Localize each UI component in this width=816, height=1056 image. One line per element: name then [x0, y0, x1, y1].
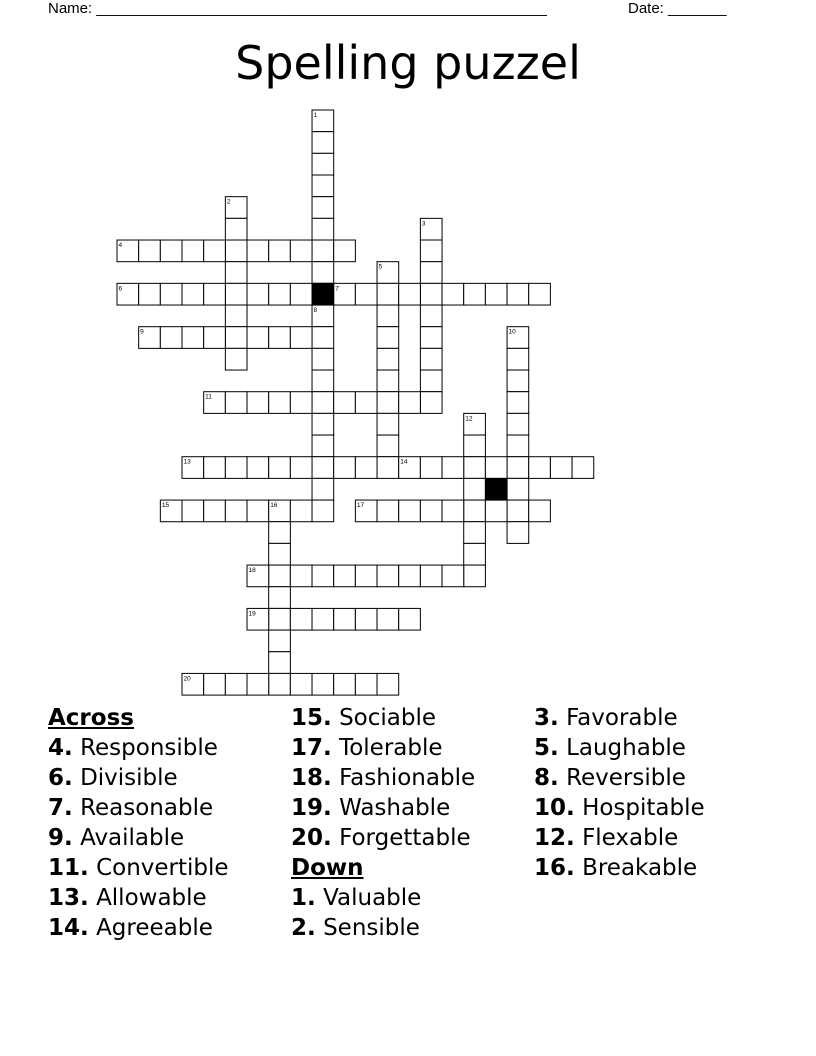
- grid-cell[interactable]: [399, 457, 421, 479]
- grid-cell[interactable]: [355, 565, 377, 587]
- grid-cell[interactable]: [204, 500, 226, 522]
- grid-cell[interactable]: [507, 435, 529, 457]
- name-field-label: Name: ______________________________________________________: [48, 0, 547, 17]
- grid-cell[interactable]: [507, 500, 529, 522]
- grid-cell[interactable]: [247, 240, 269, 262]
- grid-cell[interactable]: [442, 457, 464, 479]
- grid-cell[interactable]: [290, 673, 312, 695]
- black-cell: [485, 478, 507, 500]
- grid-cell[interactable]: [312, 348, 334, 370]
- clue-number: 2: [226, 198, 231, 206]
- grid-cell[interactable]: [572, 457, 594, 479]
- grid-cell[interactable]: [182, 240, 204, 262]
- grid-cell[interactable]: [225, 500, 247, 522]
- grid-cell[interactable]: [269, 565, 291, 587]
- clue-item: 18. Fashionable: [291, 765, 476, 791]
- clue-item: 10. Hospitable: [534, 795, 705, 821]
- grid-cell[interactable]: [204, 327, 226, 349]
- grid-cell[interactable]: [507, 413, 529, 435]
- clue-number: 14: [400, 458, 408, 466]
- grid-cell[interactable]: [334, 283, 356, 305]
- grid-cell[interactable]: [160, 500, 182, 522]
- grid-cell[interactable]: [312, 262, 334, 284]
- grid-cell[interactable]: [225, 327, 247, 349]
- grid-cell[interactable]: [290, 327, 312, 349]
- grid-cell[interactable]: [377, 500, 399, 522]
- page-title: Spelling puzzel: [235, 36, 581, 90]
- grid-cell[interactable]: [139, 240, 161, 262]
- grid-cell[interactable]: [334, 608, 356, 630]
- grid-cell[interactable]: [290, 240, 312, 262]
- grid-cell[interactable]: [269, 522, 291, 544]
- grid-cell[interactable]: [312, 197, 334, 219]
- grid-cell[interactable]: [247, 608, 269, 630]
- clue-item: 1. Valuable: [291, 885, 422, 911]
- grid-cell[interactable]: [225, 197, 247, 219]
- clues-column-2: [291, 703, 475, 943]
- grid-cell[interactable]: [269, 673, 291, 695]
- grid-cell[interactable]: [269, 457, 291, 479]
- grid-cell[interactable]: [464, 283, 486, 305]
- grid-cell[interactable]: [507, 283, 529, 305]
- grid-cell[interactable]: [312, 500, 334, 522]
- clue-number: 12: [465, 415, 473, 423]
- grid-cell[interactable]: [485, 500, 507, 522]
- clue-item: 19. Washable: [291, 795, 451, 821]
- grid-cell[interactable]: [399, 283, 421, 305]
- grid-cell[interactable]: [355, 500, 377, 522]
- grid-cell[interactable]: [290, 283, 312, 305]
- clue-item: 16. Breakable: [534, 855, 698, 881]
- clue-item: 13. Allowable: [48, 885, 207, 911]
- clue-number: 18: [248, 567, 256, 575]
- grid-cell[interactable]: [182, 500, 204, 522]
- grid-cell[interactable]: [312, 673, 334, 695]
- grid-cell[interactable]: [269, 240, 291, 262]
- grid-cell[interactable]: [290, 500, 312, 522]
- clue-number: 19: [248, 610, 256, 618]
- grid-cell[interactable]: [442, 283, 464, 305]
- clue-item: 6. Divisible: [48, 765, 178, 791]
- grid-cell[interactable]: [420, 262, 442, 284]
- grid-cell[interactable]: [377, 305, 399, 327]
- grid-cell[interactable]: [485, 283, 507, 305]
- grid-cell[interactable]: [355, 673, 377, 695]
- grid-cell[interactable]: [117, 283, 139, 305]
- grid-cell[interactable]: [377, 262, 399, 284]
- clue-item: 17. Tolerable: [291, 735, 443, 761]
- grid-cell[interactable]: [290, 392, 312, 414]
- grid-cell[interactable]: [377, 608, 399, 630]
- clue-number: 15: [161, 502, 170, 510]
- grid-cell[interactable]: [420, 240, 442, 262]
- grid-cell[interactable]: [377, 435, 399, 457]
- grid-cell[interactable]: [399, 500, 421, 522]
- grid-cell[interactable]: [225, 283, 247, 305]
- grid-cell[interactable]: [399, 565, 421, 587]
- grid-cell[interactable]: [312, 413, 334, 435]
- across-heading: Across: [48, 705, 134, 731]
- grid-cell[interactable]: [247, 673, 269, 695]
- clue-item: 20. Forgettable: [291, 825, 471, 851]
- grid-cell[interactable]: [464, 522, 486, 544]
- date-field-label: Date: _______: [628, 0, 727, 17]
- grid-cell[interactable]: [204, 673, 226, 695]
- grid-cell[interactable]: [334, 392, 356, 414]
- grid-cell[interactable]: [182, 673, 204, 695]
- grid-cell[interactable]: [160, 327, 182, 349]
- grid-cell[interactable]: [225, 240, 247, 262]
- grid-cell[interactable]: [225, 457, 247, 479]
- clue-item: 14. Agreeable: [48, 915, 213, 941]
- grid-cell[interactable]: [269, 587, 291, 609]
- grid-cell[interactable]: [507, 392, 529, 414]
- grid-cell[interactable]: [377, 457, 399, 479]
- grid-cell[interactable]: [269, 652, 291, 674]
- grid-cell[interactable]: [312, 218, 334, 240]
- grid-cell[interactable]: [225, 673, 247, 695]
- grid-cell[interactable]: [269, 608, 291, 630]
- grid-cell[interactable]: [269, 543, 291, 565]
- grid-cell[interactable]: [464, 413, 486, 435]
- grid-cell[interactable]: [204, 392, 226, 414]
- grid-cell[interactable]: [225, 305, 247, 327]
- clue-item: 4. Responsible: [48, 735, 218, 761]
- grid-cell[interactable]: [290, 608, 312, 630]
- grid-cell[interactable]: [464, 478, 486, 500]
- clue-number: 20: [183, 675, 191, 683]
- clue-number: 13: [183, 458, 191, 466]
- clue-number: 9: [140, 328, 144, 336]
- grid-cell[interactable]: [464, 435, 486, 457]
- grid-cell[interactable]: [355, 608, 377, 630]
- clue-item: 11. Convertible: [48, 855, 229, 881]
- grid-cell[interactable]: [225, 262, 247, 284]
- grid-cell[interactable]: [139, 283, 161, 305]
- grid-cell[interactable]: [550, 457, 572, 479]
- grid-cell[interactable]: [139, 327, 161, 349]
- grid-cell[interactable]: [312, 153, 334, 175]
- grid-cell[interactable]: [334, 565, 356, 587]
- clue-item: 15. Sociable: [291, 705, 437, 731]
- grid-cell[interactable]: [420, 327, 442, 349]
- clue-item: 7. Reasonable: [48, 795, 214, 821]
- grid-cell[interactable]: [312, 305, 334, 327]
- grid-cell[interactable]: [355, 457, 377, 479]
- grid-cell[interactable]: [377, 370, 399, 392]
- grid-cell[interactable]: [420, 500, 442, 522]
- grid-cell[interactable]: [399, 608, 421, 630]
- clue-number: 1: [313, 112, 318, 119]
- grid-cell[interactable]: [507, 327, 529, 349]
- clue-item: 5. Laughable: [534, 735, 686, 761]
- grid-cell[interactable]: [334, 457, 356, 479]
- grid-cell[interactable]: [485, 457, 507, 479]
- grid-cell[interactable]: [204, 283, 226, 305]
- clue-number: 17: [356, 502, 365, 510]
- grid-cell[interactable]: [355, 392, 377, 414]
- grid-cell[interactable]: [507, 457, 529, 479]
- grid-cell[interactable]: [377, 392, 399, 414]
- grid-cell[interactable]: [334, 240, 356, 262]
- grid-cell[interactable]: [377, 283, 399, 305]
- grid-cell[interactable]: [377, 413, 399, 435]
- grid-cell[interactable]: [464, 457, 486, 479]
- grid-cell[interactable]: [160, 240, 182, 262]
- clue-number: 5: [378, 263, 383, 271]
- grid-cell[interactable]: [312, 240, 334, 262]
- clue-number: 4: [118, 242, 123, 250]
- grid-cell[interactable]: [464, 565, 486, 587]
- grid-cell[interactable]: [247, 457, 269, 479]
- grid-cell[interactable]: [247, 392, 269, 414]
- grid-cell[interactable]: [442, 500, 464, 522]
- grid-cell[interactable]: [225, 392, 247, 414]
- grid-cell[interactable]: [182, 327, 204, 349]
- grid-cell[interactable]: [247, 565, 269, 587]
- clue-number: 8: [313, 307, 318, 315]
- grid-cell[interactable]: [247, 327, 269, 349]
- grid-cell[interactable]: [269, 392, 291, 414]
- down-heading: Down: [291, 855, 364, 881]
- grid-cell[interactable]: [204, 240, 226, 262]
- grid-cell[interactable]: [529, 500, 551, 522]
- grid-cell[interactable]: [420, 218, 442, 240]
- grid-cell[interactable]: [312, 175, 334, 197]
- grid-cell[interactable]: [225, 218, 247, 240]
- grid-cell[interactable]: [420, 348, 442, 370]
- grid-cell[interactable]: [182, 457, 204, 479]
- grid-cell[interactable]: [247, 283, 269, 305]
- clue-item: 3. Favorable: [534, 705, 678, 731]
- grid-cell[interactable]: [312, 608, 334, 630]
- clue-number: 3: [421, 220, 426, 228]
- clue-number: 11: [205, 393, 212, 401]
- grid-cell[interactable]: [269, 283, 291, 305]
- grid-cell[interactable]: [420, 457, 442, 479]
- grid-cell[interactable]: [204, 457, 226, 479]
- grid-cell[interactable]: [182, 283, 204, 305]
- grid-cell[interactable]: [312, 132, 334, 154]
- grid-cell[interactable]: [269, 500, 291, 522]
- grid-cell[interactable]: [507, 370, 529, 392]
- grid-cell[interactable]: [160, 283, 182, 305]
- clue-item: 8. Reversible: [534, 765, 686, 791]
- grid-cell[interactable]: [420, 305, 442, 327]
- grid-cell[interactable]: [312, 392, 334, 414]
- grid-cell[interactable]: [507, 478, 529, 500]
- grid-cell[interactable]: [464, 543, 486, 565]
- grid-cell[interactable]: [529, 457, 551, 479]
- grid-cell[interactable]: [529, 283, 551, 305]
- grid-cell[interactable]: [269, 327, 291, 349]
- grid-cell[interactable]: [399, 392, 421, 414]
- grid-cell[interactable]: [420, 283, 442, 305]
- grid-cell[interactable]: [269, 630, 291, 652]
- clue-number: 7: [335, 285, 339, 293]
- clue-number: 6: [118, 285, 123, 293]
- clues-column-1: [48, 703, 229, 943]
- grid-cell[interactable]: [355, 283, 377, 305]
- grid-cell[interactable]: [312, 457, 334, 479]
- grid-cell[interactable]: [312, 110, 334, 132]
- grid-cell[interactable]: [377, 565, 399, 587]
- grid-cell[interactable]: [312, 370, 334, 392]
- clue-number: 10: [508, 328, 516, 336]
- grid-cell[interactable]: [312, 565, 334, 587]
- clue-item: 9. Available: [48, 825, 185, 851]
- grid-cell[interactable]: [290, 457, 312, 479]
- grid-cell[interactable]: [312, 435, 334, 457]
- grid-cell[interactable]: [420, 565, 442, 587]
- grid-cell[interactable]: [334, 673, 356, 695]
- clues-column-3: [534, 703, 705, 883]
- grid-cell[interactable]: [377, 348, 399, 370]
- grid-cell[interactable]: [377, 327, 399, 349]
- grid-cell[interactable]: [507, 348, 529, 370]
- grid-cell[interactable]: [420, 392, 442, 414]
- grid-cell[interactable]: [464, 500, 486, 522]
- clue-item: 2. Sensible: [291, 915, 420, 941]
- grid-cell[interactable]: [117, 240, 139, 262]
- grid-cell[interactable]: [247, 500, 269, 522]
- grid-cell[interactable]: [225, 348, 247, 370]
- grid-cell[interactable]: [312, 327, 334, 349]
- clue-item: 12. Flexable: [534, 825, 679, 851]
- clue-number: 16: [270, 502, 278, 510]
- grid-cell[interactable]: [420, 370, 442, 392]
- grid-cell[interactable]: [377, 673, 399, 695]
- grid-cell[interactable]: [312, 478, 334, 500]
- grid-cell[interactable]: [507, 522, 529, 544]
- grid-cell[interactable]: [290, 565, 312, 587]
- grid-cell[interactable]: [442, 565, 464, 587]
- grid-cell[interactable]: [312, 283, 334, 305]
